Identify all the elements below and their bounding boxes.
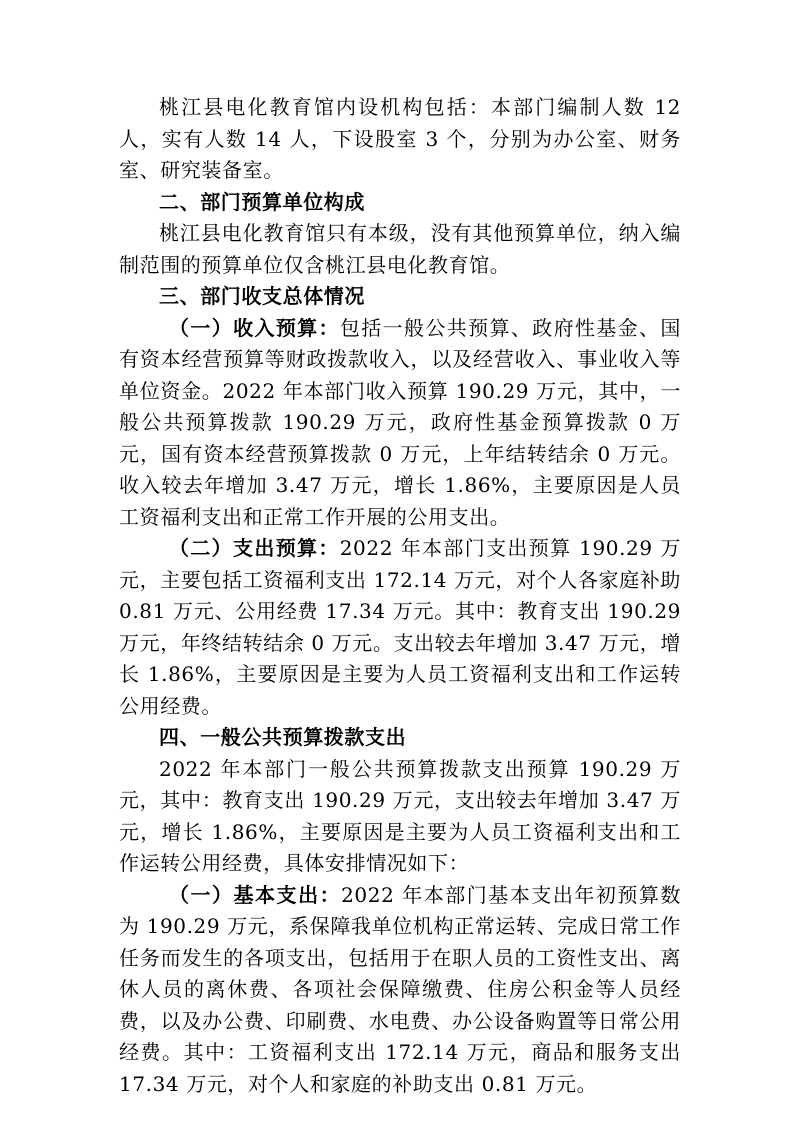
- heading-general-public-budget: 四、一般公共预算拨款支出: [159, 725, 407, 749]
- paragraph-income-budget: [119, 313, 681, 534]
- basic-text: 2022 年本部门基本支出年初预算数为 190.29 万元，系保障我单位机构正常运转、完成日常工作任务而发生的各项支出，包括用于在职人员的工资性支出、离休人员的离休费、各项社会保障缴费、住房公积金等人员经费，以及办公费、印刷费、水电费、办公设备购置等日常公用经费。其中：工资福利支出 172.14 万元，商品和服务支出 17.34 万元，对个人和家庭的补助支出 0.81 万元。: [119, 882, 681, 1096]
- basic-lead: （一）基本支出：: [169, 882, 342, 907]
- paragraph-budget-units: 桃江县电化教育馆只有本级，没有其他预算单位，纳入编制范围的预算单位仅含桃江县电化教育馆。: [119, 221, 681, 277]
- paragraph-basic-expense: [119, 880, 681, 1101]
- expense-text: 2022 年本部门支出预算 190.29 万元，主要包括工资福利支出 172.14 万元，对个人各家庭补助 0.81 万元、公用经费 17.34 万元。其中：教育支出 190.29 万元，年终结转结余 0 万元。支出较去年增加 3.47 万元，增长 1.86%，主要原因是主要为人员工资福利支出和工作运转公用经费。: [119, 536, 681, 718]
- expense-lead: （二）支出预算：: [169, 536, 340, 560]
- document-page: [119, 92, 681, 1100]
- paragraph-general-public-budget: 2022 年本部门一般公共预算拨款支出预算 190.29 万元，其中：教育支出 190.29 万元，支出较去年增加 3.47 万元，增长 1.86%，主要原因是主要为人员工资福利支出和工作运转公用经费，具体安排情况如下：: [119, 756, 681, 875]
- heading-budget-units: 二、部门预算单位构成: [159, 189, 365, 214]
- income-lead: （一）收入预算：: [169, 315, 340, 340]
- heading-income-expense: 三、部门收支总体情况: [159, 284, 365, 308]
- income-text: 包括一般公共预算、政府性基金、国有资本经营预算等财政拨款收入，以及经营收入、事业收入等单位资金。2022 年本部门收入预算 190.29 万元，其中，一般公共预算拨款 190.29 万元，政府性基金预算拨款 0 万元，国有资本经营预算拨款 0 万元，上年结转结余 0 万元。收入较去年增加 3.47 万元，增长 1.86%，主要原因是人员工资福利支出和正常工作开展的公用支出。: [119, 315, 681, 529]
- paragraph-organization: 桃江县电化教育馆内设机构包括：本部门编制人数 12 人，实有人数 14 人，下设股室 3 个，分别为办公室、财务室、研究装备室。: [119, 95, 681, 182]
- paragraph-expense-budget: [119, 533, 681, 722]
